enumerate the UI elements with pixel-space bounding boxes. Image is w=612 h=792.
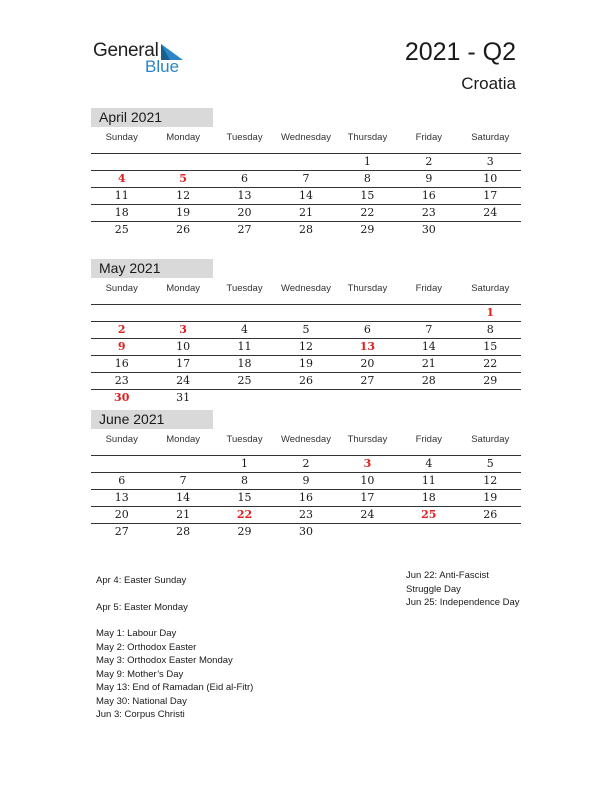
week-row	[91, 204, 521, 221]
day-cell: 27	[237, 223, 252, 236]
weekday-label: Thursday	[347, 132, 388, 143]
empty-day-cell	[91, 305, 152, 321]
empty-day-cell	[460, 222, 521, 238]
day-cell: 25	[237, 374, 252, 387]
day-cell: 1	[241, 457, 249, 470]
empty-day-cell	[398, 305, 459, 321]
day-cell: 3	[179, 323, 187, 336]
empty-day-cell	[460, 390, 521, 406]
weekday-header-row	[91, 282, 521, 304]
day-cell: 14	[421, 340, 436, 353]
month-may	[91, 259, 521, 406]
holiday-note: May 13: End of Ramadan (Eid al-Fitr)	[96, 682, 254, 693]
weekday-label: Friday	[415, 434, 443, 445]
day-cell: 13	[114, 491, 129, 504]
day-cell: 15	[483, 340, 498, 353]
holiday-note: Jun 25: Independence Day	[406, 597, 520, 608]
day-cell: 21	[176, 508, 191, 521]
day-cell: 20	[114, 508, 129, 521]
week-row	[91, 187, 521, 204]
empty-day-cell	[152, 305, 213, 321]
day-cell: 29	[483, 374, 498, 387]
day-cell: 3	[486, 155, 494, 168]
day-cell: 18	[237, 357, 252, 370]
week-row	[91, 355, 521, 372]
weekday-label: Monday	[166, 132, 201, 143]
day-cell: 5	[302, 323, 310, 336]
month-title: June 2021	[91, 410, 213, 429]
day-cell: 28	[421, 374, 436, 387]
day-cell: 30	[298, 525, 313, 538]
weekday-label: Monday	[166, 434, 201, 445]
day-cell: 8	[363, 172, 371, 185]
week-row	[91, 372, 521, 389]
day-cell: 6	[363, 323, 371, 336]
day-cell: 22	[360, 206, 375, 219]
empty-day-cell	[398, 524, 459, 540]
empty-day-cell	[91, 456, 152, 472]
day-cell: 17	[176, 357, 191, 370]
day-cell: 4	[241, 323, 249, 336]
week-row	[91, 170, 521, 187]
month-title: April 2021	[91, 108, 213, 127]
weekday-label: Monday	[166, 283, 201, 294]
month-april	[91, 108, 521, 238]
day-cell: 22	[236, 508, 253, 521]
day-cell: 27	[360, 374, 375, 387]
day-cell: 10	[360, 474, 375, 487]
empty-day-cell	[214, 390, 275, 406]
day-cell: 15	[360, 189, 375, 202]
weekday-label: Tuesday	[226, 434, 263, 445]
day-cell: 30	[114, 391, 130, 404]
day-cell: 21	[298, 206, 313, 219]
day-cell: 14	[298, 189, 313, 202]
empty-day-cell	[337, 305, 398, 321]
day-cell: 11	[421, 474, 436, 487]
week-row	[91, 221, 521, 238]
day-cell: 19	[298, 357, 313, 370]
day-cell: 7	[179, 474, 187, 487]
holiday-notes-left	[96, 574, 376, 722]
empty-day-cell	[337, 524, 398, 540]
day-cell: 12	[298, 340, 313, 353]
weekday-label: Friday	[415, 132, 443, 143]
day-cell: 25	[114, 223, 129, 236]
day-cell: 27	[114, 525, 129, 538]
holiday-note: May 30: National Day	[96, 695, 187, 707]
logo-text-blue: Blue	[145, 57, 180, 76]
empty-day-cell	[460, 524, 521, 540]
day-cell: 13	[359, 340, 376, 353]
weekday-label: Sunday	[105, 132, 138, 143]
empty-day-cell	[398, 390, 459, 406]
day-cell: 14	[176, 491, 191, 504]
day-cell: 28	[176, 525, 191, 538]
week-row	[91, 338, 521, 355]
week-row	[91, 506, 521, 523]
holiday-note: Jun 3: Corpus Christi	[96, 709, 185, 720]
day-cell: 2	[425, 155, 433, 168]
empty-day-cell	[152, 154, 213, 170]
weekday-label: Wednesday	[280, 283, 331, 294]
day-cell: 22	[483, 357, 498, 370]
day-cell: 26	[176, 223, 191, 236]
weekday-label: Tuesday	[226, 283, 263, 294]
day-cell: 9	[302, 474, 310, 487]
day-cell: 17	[360, 491, 375, 504]
day-cell: 6	[118, 474, 126, 487]
day-cell: 4	[425, 457, 433, 470]
day-cell: 30	[421, 223, 436, 236]
weekday-header-row	[91, 433, 521, 455]
day-cell: 15	[237, 491, 252, 504]
weekday-label: Saturday	[471, 283, 510, 294]
day-cell: 10	[176, 340, 191, 353]
week-row	[91, 389, 521, 406]
holiday-note: Apr 4: Easter Sunday	[96, 575, 187, 586]
day-cell: 2	[117, 323, 126, 336]
empty-day-cell	[275, 390, 336, 406]
day-cell: 19	[176, 206, 191, 219]
day-cell: 23	[114, 374, 129, 387]
weekday-label: Tuesday	[226, 132, 263, 143]
empty-day-cell	[275, 154, 336, 170]
day-cell: 8	[241, 474, 249, 487]
weekday-label: Saturday	[471, 434, 510, 445]
empty-day-cell	[214, 305, 275, 321]
weekday-label: Thursday	[347, 434, 388, 445]
day-cell: 9	[117, 340, 126, 353]
day-cell: 7	[425, 323, 433, 336]
week-row	[91, 153, 521, 170]
day-cell: 8	[486, 323, 494, 336]
day-cell: 24	[483, 206, 498, 219]
page-title: 2021 - Q2	[404, 38, 516, 66]
holiday-note: Jun 22: Anti-Fascist Struggle Day	[406, 570, 489, 595]
holiday-note: May 2: Orthodox Easter	[96, 641, 197, 653]
holiday-note: Apr 5: Easter Monday	[96, 601, 188, 613]
day-cell: 12	[483, 474, 498, 487]
holiday-note: May 9: Mother’s Day	[96, 668, 184, 680]
day-cell: 16	[114, 357, 129, 370]
day-cell: 16	[421, 189, 436, 202]
empty-day-cell	[152, 456, 213, 472]
week-row	[91, 472, 521, 489]
day-cell: 26	[483, 508, 498, 521]
empty-day-cell	[91, 154, 152, 170]
week-row	[91, 321, 521, 338]
day-cell: 3	[363, 457, 372, 470]
weekday-label: Thursday	[347, 283, 388, 294]
logo-text-general: General	[93, 40, 159, 61]
day-cell: 1	[486, 306, 495, 319]
day-cell: 17	[483, 189, 498, 202]
day-cell: 24	[176, 374, 191, 387]
month-june	[91, 410, 521, 540]
day-cell: 7	[302, 172, 310, 185]
weekday-label: Wednesday	[280, 132, 331, 143]
weekday-label: Sunday	[105, 283, 138, 294]
holiday-note: May 1: Labour Day	[96, 628, 177, 639]
day-cell: 10	[483, 172, 498, 185]
empty-day-cell	[275, 305, 336, 321]
day-cell: 18	[114, 206, 129, 219]
day-cell: 2	[302, 457, 310, 470]
week-row	[91, 523, 521, 540]
holiday-notes-right	[406, 569, 526, 610]
day-cell: 5	[179, 172, 187, 185]
weekday-label: Wednesday	[280, 434, 331, 445]
day-cell: 21	[421, 357, 436, 370]
empty-day-cell	[214, 154, 275, 170]
day-cell: 11	[114, 189, 129, 202]
day-cell: 28	[298, 223, 313, 236]
day-cell: 29	[237, 525, 252, 538]
weekday-label: Sunday	[105, 434, 138, 445]
day-cell: 18	[421, 491, 436, 504]
day-cell: 13	[237, 189, 252, 202]
day-cell: 19	[483, 491, 498, 504]
holiday-note: May 3: Orthodox Easter Monday	[96, 655, 233, 666]
weekday-label: Saturday	[471, 132, 510, 143]
day-cell: 5	[486, 457, 494, 470]
day-cell: 12	[176, 189, 191, 202]
day-cell: 11	[237, 340, 252, 353]
day-cell: 31	[176, 391, 191, 404]
month-title: May 2021	[91, 259, 213, 278]
week-row	[91, 455, 521, 472]
day-cell: 16	[298, 491, 313, 504]
day-cell: 4	[117, 172, 126, 185]
day-cell: 26	[298, 374, 313, 387]
day-cell: 20	[237, 206, 252, 219]
day-cell: 25	[421, 508, 437, 521]
week-row	[91, 489, 521, 506]
day-cell: 20	[360, 357, 375, 370]
day-cell: 23	[298, 508, 313, 521]
empty-day-cell	[337, 390, 398, 406]
day-cell: 1	[363, 155, 371, 168]
weekday-header-row	[91, 131, 521, 153]
day-cell: 9	[425, 172, 433, 185]
logo	[93, 40, 193, 80]
day-cell: 6	[241, 172, 249, 185]
day-cell: 23	[421, 206, 436, 219]
weekday-label: Friday	[415, 283, 443, 294]
week-row	[91, 304, 521, 321]
day-cell: 29	[360, 223, 375, 236]
day-cell: 24	[360, 508, 375, 521]
country-name: Croatia	[461, 74, 516, 93]
